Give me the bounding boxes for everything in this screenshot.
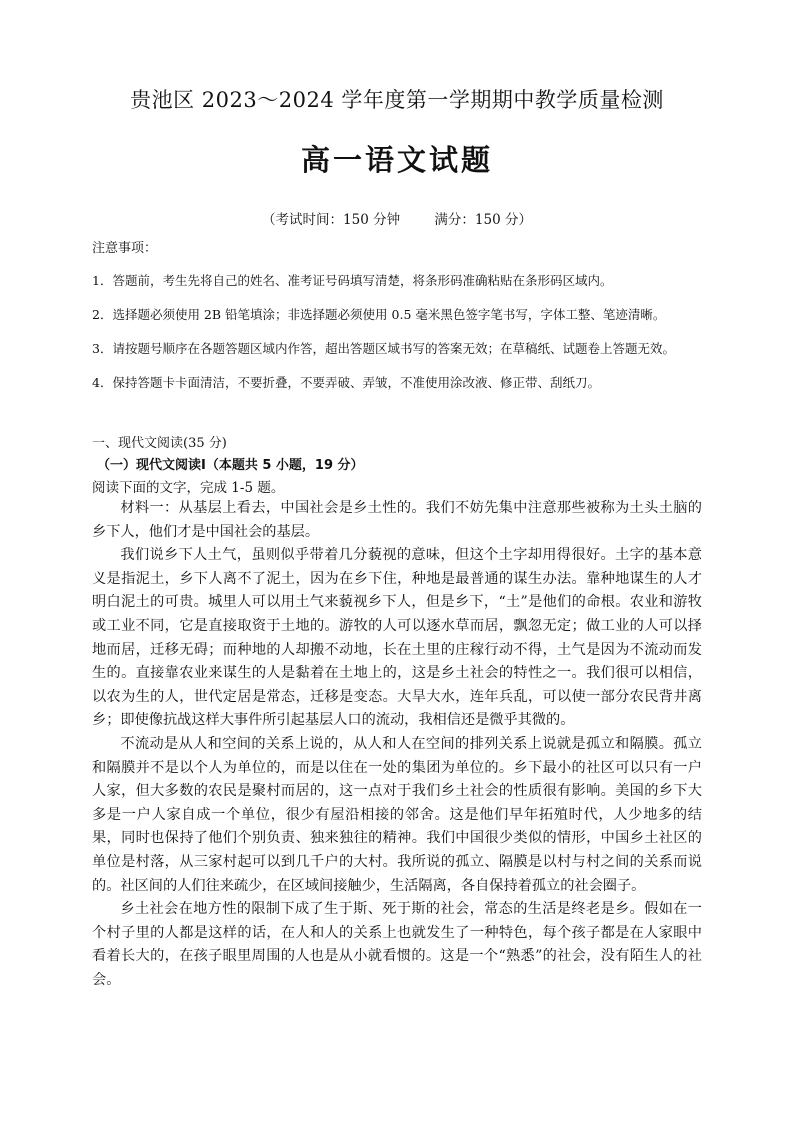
reading-passage — [92, 497, 702, 992]
subject-title: 高一语文试题 — [300, 143, 493, 177]
exam-time-and-score: （考试时间：150 分钟 满分：150 分） — [262, 212, 532, 228]
note-item: 3．请按题号顺序在各题答题区域内作答，超出答题区域书写的答案无效；在草稿纸、试题卷上答题无效。 — [92, 341, 675, 356]
note-item: 1．答题前，考生先将自己的姓名、准考证号码填写清楚，将条形码准确粘贴在条形码区域内。 — [92, 273, 613, 288]
notes-heading: 注意事项： — [92, 241, 158, 256]
reading-instruction: 阅读下面的文字，完成 1-5 题。 — [92, 480, 285, 496]
passage-paragraph: 我们说乡下人土气，虽则似乎带着几分藐视的意味，但这个土字却用得很好。土字的基本意义是指泥土，乡下人离不了泥土，因为在乡下住，种地是最普通的谋生办法。靠种地谋生的人才明白泥土的可贵。城里人可以用土气来藐视乡下人，但是乡下，“土”是他们的命根。农业和游牧或工业不同，它是直接取资于土地的。游牧的人可以逐水草而居，飘忽无定；做工业的人可以择地而居，迁移无碍；而种地的人却搬不动地，长在土里的庄稼行动不得，土气是因为不流动而发生的。直接靠农业来谋生的人是黏着在土地上的，这是乡土社会的特性之一。我们很可以相信，以农为生的人，世代定居是常态，迁移是变态。大旱大水，连年兵乱，可以使一部分农民背井离乡；即使像抗战这样大事件所引起基层人口的流动，我相信还是微乎其微的。 — [92, 547, 702, 729]
subsection-heading: （一）现代文阅读Ⅰ（本题共 5 小题，19 分） — [97, 458, 364, 473]
note-item: 2．选择题必须使用 2B 铅笔填涂；非选择题必须使用 0.5 毫米黑色签字笔书写，字体工整、笔迹清晰。 — [92, 307, 666, 322]
passage-paragraph: 材料一：从基层上看去，中国社会是乡土性的。我们不妨先集中注意那些被称为土头土脑的乡下人，他们才是中国社会的基层。 — [92, 500, 702, 540]
section-heading: 一、现代文阅读(35 分) — [92, 436, 227, 451]
note-item: 4．保持答题卡卡面清洁，不要折叠，不要弄破、弄皱，不准使用涂改液、修正带、刮纸刀。 — [92, 375, 600, 390]
passage-paragraph: 不流动是从人和空间的关系上说的，从人和人在空间的排列关系上说就是孤立和隔膜。孤立和隔膜并不是以个人为单位的，而是以住在一处的集团为单位的。乡下最小的社区可以只有一户人家，但大多数的农民是聚村而居的，这一点对于我们乡土社会的性质很有影响。美国的乡下大多是一户人家自成一个单位，很少有屋沿相接的邻舍。这是他们早年拓殖时代，人少地多的结果，同时也保持了他们个别负责、独来独往的精神。我们中国很少类似的情形，中国乡土社区的单位是村落，从三家村起可以到几千户的大村。我所说的孤立、隔膜是以村与村之间的关系而说的。社区间的人们往来疏少，在区域间接触少，生活隔离，各自保持着孤立的社会圈子。 — [92, 735, 702, 894]
exam-title: 贵池区 2023～2024 学年度第一学期期中教学质量检测 — [130, 88, 664, 112]
passage-paragraph: 乡土社会在地方性的限制下成了生于斯、死于斯的社会，常态的生活是终老是乡。假如在一个村子里的人都是这样的话，在人和人的关系上也就发生了一种特色，每个孩子都是在人家眼中看着长大的，在孩子眼里周围的人也是从小就看惯的。这是一个“熟悉”的社会，没有陌生人的社会。 — [92, 901, 702, 988]
